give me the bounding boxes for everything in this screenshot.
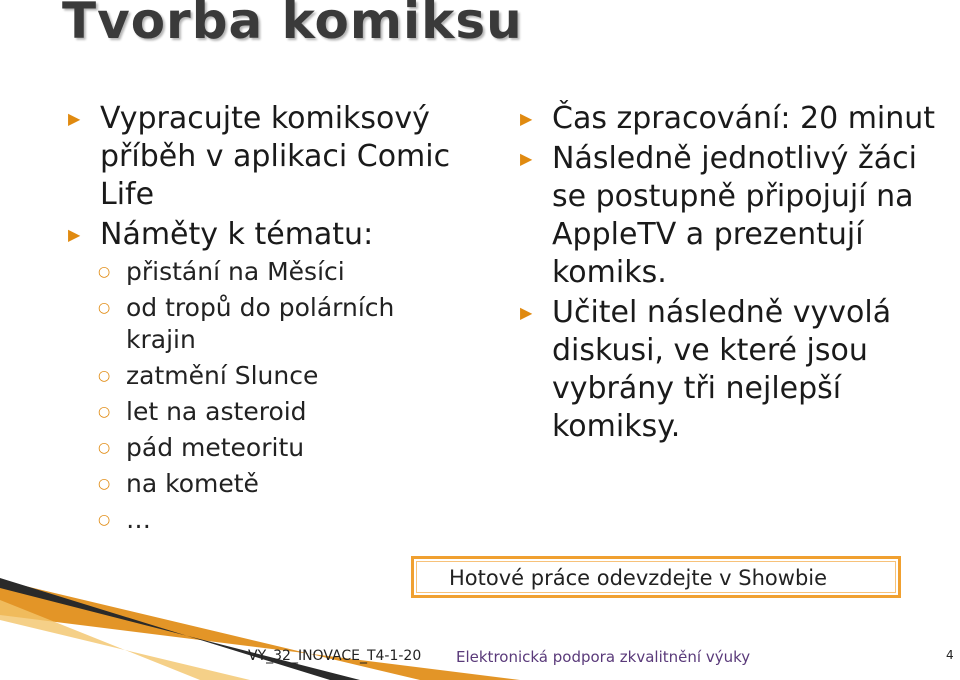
triangle-right-icon: ▶ [68,109,81,128]
bullet-item [520,140,940,292]
sub-bullet-text: pád meteoritu [126,433,305,462]
sub-bullet-text: od tropů do polárních krajin [126,293,395,354]
callout-text: Hotové práce odevzdejte v Showbie [449,566,828,590]
triangle-right-icon: ▶ [520,109,533,128]
bullet-text: Čas zpracování: 20 minut [552,101,936,136]
sub-bullet-text: let na asteroid [126,397,307,426]
bullet-item [520,294,940,446]
sub-bullet-item [68,396,468,428]
triangle-right-icon: ▶ [520,149,533,168]
ring-icon: ○ [98,300,111,316]
bullet-item [520,100,940,138]
sub-bullet-item [68,504,468,536]
ring-icon: ○ [98,476,111,492]
sub-bullet-item [68,292,468,356]
bullet-text: Následně jednotlivý žáci se postupně připojují na AppleTV a prezentují komiks. [552,141,917,290]
left-column [68,100,468,540]
sub-bullet-item [68,432,468,464]
bullet-text: Vypracujte komiksový příběh v aplikaci Comic Life [100,101,451,212]
ring-icon: ○ [98,404,111,420]
triangle-right-icon: ▶ [68,225,81,244]
ring-icon: ○ [98,440,111,456]
sub-bullet-item [68,360,468,392]
right-column [520,100,940,448]
triangle-right-icon: ▶ [520,303,533,322]
ring-icon: ○ [98,512,111,528]
sub-bullet-item [68,256,468,288]
bullet-item [68,216,468,254]
footer-project: Elektronická podpora zkvalitnění výuky [456,648,751,666]
sub-bullet-item [68,468,468,500]
sub-bullet-text: zatmění Slunce [126,361,319,390]
slide-title: Tvorba komiksu [62,0,523,50]
page-number: 4 [946,648,954,662]
bullet-item [68,100,468,214]
sub-bullet-text: přistání na Měsíci [126,257,345,286]
ring-icon: ○ [98,264,111,280]
bullet-text: Učitel následně vyvolá diskusi, ve které jsou vybrány tři nejlepší komiksy. [552,295,892,444]
bullet-text: Náměty k tématu: [100,217,374,252]
sub-bullet-text: … [126,505,151,534]
footer-code: VY_32_INOVACE_T4-1-20 [248,648,422,664]
ring-icon: ○ [98,368,111,384]
sub-bullet-text: na kometě [126,469,259,498]
